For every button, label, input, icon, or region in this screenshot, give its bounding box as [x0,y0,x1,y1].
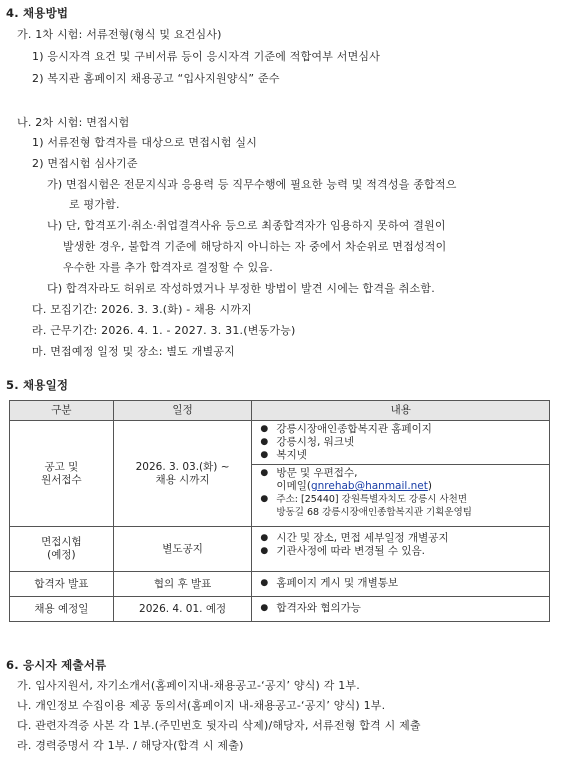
section-4-title: 4. 채용방법 [6,6,69,20]
row4-schedule: 2026. 4. 01. 예정 [113,597,252,622]
header-content: 내용 [252,401,550,421]
list-item: ● 복지넷 [260,449,543,462]
email-line [260,480,543,493]
row4-content [252,597,550,622]
row1-posting-channels [252,421,549,464]
table-row [10,421,550,527]
list-item: ● 주소: [25440] 강원특별자치도 강릉시 사천면 [260,493,543,506]
row1-schedule [113,421,252,527]
item-na-2-a-line1: 가) 면접시험은 전문지식과 응용력 등 직무수행에 필요한 능력 및 적격성을 종합적으 [47,178,457,191]
list-item: ● 강릉시청, 워크넷 [260,436,543,449]
table-row [10,527,550,572]
list-item: ● 강릉시장애인종합복지관 홈페이지 [260,423,543,436]
section-5-title: 5. 채용일정 [6,378,69,392]
doc-item-na: 나. 개인정보 수집이용 제공 동의서(홈페이지 내-채용공고-‘공지’ 양식) 1부. [17,699,386,712]
email-prefix: 이메일( [276,480,311,492]
table-row [10,572,550,597]
row3-schedule: 협의 후 발표 [113,572,252,597]
row1-label-line2: 원서접수 [41,473,82,486]
item-na-2-b-line1: 나) 단, 합격포기·취소·취업결격사유 등으로 최종합격자가 임용하지 못하여 결원이 [47,219,446,232]
list-item: ● 홈페이지 게시 및 개별통보 [260,577,543,590]
item-na-2-b-line2: 발생한 경우, 불합격 기준에 해당하지 아니하는 자 중에서 차순위로 면접성적이 [63,240,447,253]
doc-item-ra: 라. 경력증명서 각 1부. / 해당자(합격 시 제출) [17,739,244,752]
list-item: ● 시간 및 장소, 면접 세부일정 개별공지 [260,532,543,545]
doc-item-da: 다. 관련자격증 사본 각 1부.(주민번호 뒷자리 삭제)/해당자, 서류전형 합격 시 제출 [17,719,421,732]
item-ga: 가. 1차 시험: 서류전형(형식 및 요건심사) [17,28,222,41]
table-header-row [10,401,550,421]
list-item: ● 기관사정에 따라 변경될 수 있음. [260,545,543,558]
row2-label-line1: 면접시험 [41,536,82,548]
item-ra: 라. 근무기간: 2026. 4. 1. - 2027. 3. 31.(변동가능) [32,324,296,337]
header-category: 구분 [10,401,114,421]
schedule-table [9,400,550,622]
email-suffix: ) [427,480,432,492]
row2-schedule: 별도공지 [113,527,252,572]
item-ma: 마. 면접예정 일정 및 장소: 별도 개별공지 [32,345,235,358]
row2-label-line2: (예정) [47,549,76,561]
row3-label: 합격자 발표 [10,572,114,597]
item-na-1: 1) 서류전형 합격자를 대상으로 면접시험 실시 [32,136,258,149]
row1-schedule-line1: 2026. 3. 03.(화) ~ [135,460,230,473]
list-item: ● 방문 및 우편접수, [260,467,543,480]
section-6-title: 6. 응시자 제출서류 [6,658,107,672]
address-line2: 방동길 68 강릉시장애인종합복지관 기획운영팀 [276,507,472,518]
row1-label-line1: 공고 및 [44,460,79,473]
row1-schedule-line2: 채용 시까지 [155,473,210,486]
item-na-2: 2) 면접시험 심사기준 [32,157,138,170]
item-na: 나. 2차 시험: 면접시험 [17,116,130,129]
table-row [10,597,550,622]
row2-content [252,527,550,572]
list-item: ● 합격자와 협의가능 [260,602,543,615]
row1-content [252,421,550,527]
row4-label: 채용 예정일 [10,597,114,622]
doc-item-ga: 가. 입사지원서, 자기소개서(홈페이지내-채용공고-‘공지’ 양식) 각 1부. [17,679,360,692]
item-da: 다. 모집기간: 2026. 3. 3.(화) - 채용 시까지 [32,303,252,316]
email-link[interactable]: gnrehab@hanmail.net [310,480,428,492]
item-na-2-b-line3: 우수한 자를 추가 합격자로 결정할 수 있음. [63,261,273,274]
item-na-2-c: 다) 합격자라도 허위로 작성하였거나 부정한 방법이 발견 시에는 합격을 취소함. [47,282,435,295]
row3-content [252,572,550,597]
header-schedule: 일정 [113,401,252,421]
item-ga-1: 1) 응시자격 요건 및 구비서류 등이 응시자격 기준에 적합여부 서면심사 [32,50,381,63]
item-na-2-a-line2: 로 평가함. [69,198,120,211]
item-ga-2: 2) 복지관 홈페이지 채용공고 “입사지원양식” 준수 [32,72,280,85]
row1-label [10,421,114,527]
row2-label [10,527,114,572]
row1-submission-methods [252,464,549,521]
